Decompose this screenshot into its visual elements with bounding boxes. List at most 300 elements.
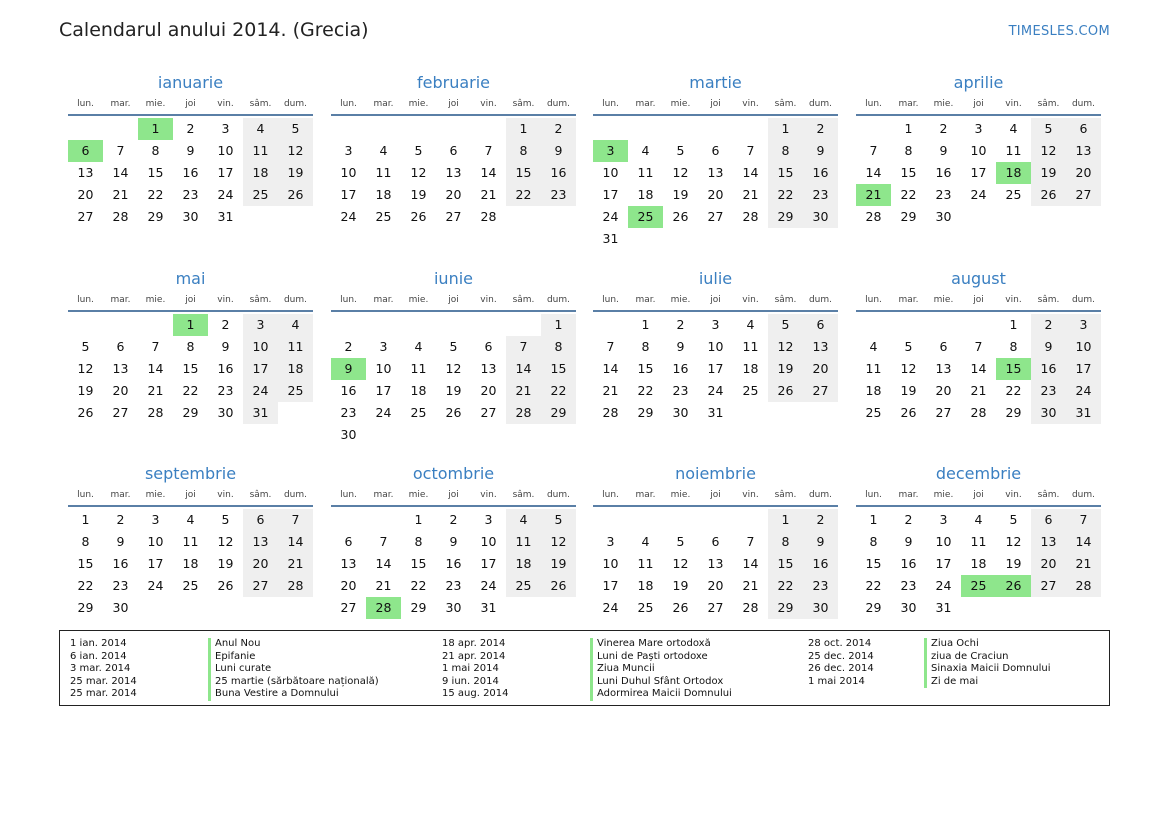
calendar-day: 25 xyxy=(243,184,278,206)
calendar-day: 4 xyxy=(243,118,278,140)
calendar-day: 2 xyxy=(344,339,353,354)
calendar-day: 9 xyxy=(541,140,576,162)
weekday-label: dum. xyxy=(1071,490,1096,500)
calendar-day: 29 xyxy=(637,405,654,420)
calendar-day: 21 xyxy=(506,380,541,402)
holiday-day: 15 xyxy=(996,358,1031,380)
legend-holiday-name: Zi de mai xyxy=(924,676,1051,689)
calendar-day: 16 xyxy=(803,553,838,575)
calendar-day: 17 xyxy=(243,358,278,380)
calendar-day: 29 xyxy=(147,209,164,224)
calendar-day: 9 xyxy=(803,531,838,553)
calendar-day: 19 xyxy=(217,556,234,571)
legend-date: 1 mai 2014 xyxy=(808,675,865,687)
calendar-day: 23 xyxy=(803,184,838,206)
calendar-day: 18 xyxy=(742,361,759,376)
calendar-day: 9 xyxy=(904,534,913,549)
week-row xyxy=(593,531,838,553)
week-row xyxy=(331,314,576,336)
weekday-label: joi xyxy=(710,99,721,109)
calendar-day: 26 xyxy=(278,184,313,206)
calendar-day: 7 xyxy=(606,339,615,354)
calendar-day: 17 xyxy=(935,556,952,571)
weekday-label: sâm. xyxy=(774,490,797,500)
empty-day xyxy=(698,228,733,250)
weekday-label: sâm. xyxy=(1037,99,1060,109)
legend-date: 25 mar. 2014 xyxy=(70,675,137,687)
legend-date: 3 mar. 2014 xyxy=(70,663,131,674)
empty-day xyxy=(366,118,401,140)
empty-day xyxy=(1031,597,1066,619)
calendar-day: 26 xyxy=(217,578,234,593)
calendar-day: 28 xyxy=(506,402,541,424)
weekday-label: mar. xyxy=(110,490,131,500)
weekday-label: dum. xyxy=(808,295,833,305)
calendar-day: 30 xyxy=(445,600,462,615)
calendar-day: 30 xyxy=(340,427,357,442)
weekday-label: dum. xyxy=(283,295,308,305)
calendar-day: 22 xyxy=(410,578,427,593)
weekday-label: sâm. xyxy=(774,99,797,109)
site-link[interactable]: TIMESLES.COM xyxy=(1008,24,1110,39)
calendar-day: 28 xyxy=(147,405,164,420)
calendar-day: 3 xyxy=(606,534,615,549)
calendar-day: 20 xyxy=(340,578,357,593)
calendar-day: 20 xyxy=(445,187,462,202)
weekday-label: mar. xyxy=(373,490,394,500)
calendar-day: 21 xyxy=(970,383,987,398)
calendar-day: 15 xyxy=(410,556,427,571)
calendar-day: 6 xyxy=(243,509,278,531)
empty-day xyxy=(628,228,663,250)
empty-day xyxy=(331,118,366,140)
legend-holiday-name: Sinaxia Maicii Domnului xyxy=(924,663,1051,676)
calendar-day: 18 xyxy=(637,578,654,593)
calendar-day: 21 xyxy=(602,383,619,398)
weekday-header xyxy=(593,487,838,507)
week-row xyxy=(593,206,838,228)
calendar-day: 2 xyxy=(803,118,838,140)
calendar-day: 7 xyxy=(974,339,983,354)
empty-day xyxy=(628,509,663,531)
calendar-day: 2 xyxy=(116,512,125,527)
week-row xyxy=(331,402,576,424)
calendar-day: 20 xyxy=(803,358,838,380)
calendar-day: 10 xyxy=(243,336,278,358)
month-februarie xyxy=(331,72,576,228)
calendar-day: 29 xyxy=(541,402,576,424)
legend-date: 25 dec. 2014 xyxy=(808,650,874,662)
calendar-day: 25 xyxy=(278,380,313,402)
calendar-day: 15 xyxy=(768,553,803,575)
calendar-day: 29 xyxy=(900,209,917,224)
calendar-day: 1 xyxy=(768,118,803,140)
month-ianuarie xyxy=(68,72,313,228)
calendar-day: 4 xyxy=(641,534,650,549)
calendar-day: 23 xyxy=(445,578,462,593)
empty-day xyxy=(996,206,1031,228)
month-name: august xyxy=(951,269,1006,288)
weekday-label: vin. xyxy=(1005,490,1022,500)
calendar-day: 5 xyxy=(414,143,423,158)
calendar-day: 13 xyxy=(77,165,94,180)
calendar-day: 19 xyxy=(77,383,94,398)
legend-names-col-1 xyxy=(208,638,379,701)
weekday-header xyxy=(593,292,838,312)
calendar-day: 13 xyxy=(445,165,462,180)
calendar-day: 5 xyxy=(1031,118,1066,140)
calendar-day: 9 xyxy=(676,339,685,354)
calendar-day: 4 xyxy=(869,339,878,354)
legend-holiday-name: ziua de Craciun xyxy=(924,651,1051,664)
weekday-label: dum. xyxy=(546,295,571,305)
week-row xyxy=(856,140,1101,162)
calendar-day: 31 xyxy=(1066,402,1101,424)
calendar-day: 5 xyxy=(676,143,685,158)
week-row xyxy=(331,380,576,402)
calendar-day: 3 xyxy=(221,121,230,136)
calendar-day: 27 xyxy=(480,405,497,420)
week-row xyxy=(593,402,838,424)
calendar-day: 20 xyxy=(935,383,952,398)
calendar-day: 11 xyxy=(182,534,199,549)
empty-day xyxy=(663,228,698,250)
empty-day xyxy=(1031,206,1066,228)
calendar-day: 12 xyxy=(77,361,94,376)
calendar-day: 26 xyxy=(410,209,427,224)
calendar-day: 11 xyxy=(243,140,278,162)
calendar-day: 3 xyxy=(1066,314,1101,336)
calendar-day: 12 xyxy=(410,165,427,180)
calendar-day: 23 xyxy=(541,184,576,206)
calendar-day: 14 xyxy=(742,165,759,180)
calendar-day: 21 xyxy=(112,187,129,202)
calendar-day: 5 xyxy=(278,118,313,140)
calendar-day: 4 xyxy=(974,512,983,527)
calendar-day: 15 xyxy=(77,556,94,571)
calendar-day: 17 xyxy=(340,187,357,202)
weekday-label: mar. xyxy=(898,490,919,500)
weekday-label: sâm. xyxy=(512,490,535,500)
calendar-day: 22 xyxy=(1005,383,1022,398)
calendar-day: 5 xyxy=(676,534,685,549)
calendar-day: 14 xyxy=(278,531,313,553)
calendar-day: 13 xyxy=(935,361,952,376)
calendar-day: 11 xyxy=(506,531,541,553)
calendar-day: 1 xyxy=(81,512,90,527)
weekday-label: vin. xyxy=(480,295,497,305)
calendar-day: 26 xyxy=(77,405,94,420)
calendar-day: 18 xyxy=(970,556,987,571)
month-martie xyxy=(593,72,838,250)
weekday-label: joi xyxy=(448,295,459,305)
calendar-day: 8 xyxy=(904,143,913,158)
week-row xyxy=(593,140,838,162)
weekday-label: vin. xyxy=(742,99,759,109)
weekday-label: lun. xyxy=(865,295,882,305)
calendar-day: 31 xyxy=(602,231,619,246)
weekday-label: joi xyxy=(185,295,196,305)
calendar-day: 11 xyxy=(970,534,987,549)
calendar-day: 7 xyxy=(869,143,878,158)
calendar-day: 22 xyxy=(506,184,541,206)
calendar-day: 26 xyxy=(1031,184,1066,206)
weekday-label: mar. xyxy=(373,99,394,109)
calendar-day: 14 xyxy=(480,165,497,180)
calendar-day: 22 xyxy=(77,578,94,593)
calendar-day: 15 xyxy=(506,162,541,184)
calendar-day: 23 xyxy=(112,578,129,593)
weekday-label: mie. xyxy=(933,490,954,500)
empty-day xyxy=(471,314,506,336)
calendar-day: 27 xyxy=(340,600,357,615)
calendar-day: 23 xyxy=(900,578,917,593)
weekday-label: lun. xyxy=(340,490,357,500)
week-row xyxy=(331,118,576,140)
calendar-day: 1 xyxy=(506,118,541,140)
empty-day xyxy=(68,314,103,336)
calendar-day: 28 xyxy=(970,405,987,420)
week-row xyxy=(856,402,1101,424)
weekday-header xyxy=(331,292,576,312)
weekday-header xyxy=(593,96,838,116)
calendar-day: 19 xyxy=(445,383,462,398)
week-row xyxy=(331,531,576,553)
holiday-day: 25 xyxy=(628,206,663,228)
weekday-label: vin. xyxy=(217,490,234,500)
empty-day xyxy=(891,314,926,336)
weekday-label: mie. xyxy=(145,295,166,305)
weekday-label: lun. xyxy=(602,490,619,500)
calendar-day: 28 xyxy=(742,209,759,224)
week-row xyxy=(331,184,576,206)
calendar-day: 23 xyxy=(803,575,838,597)
empty-day xyxy=(856,314,891,336)
calendar-day: 7 xyxy=(151,339,160,354)
calendar-day: 27 xyxy=(77,209,94,224)
calendar-day: 6 xyxy=(939,339,948,354)
calendar-day: 3 xyxy=(379,339,388,354)
calendar-day: 15 xyxy=(147,165,164,180)
weekday-header xyxy=(856,487,1101,507)
week-row xyxy=(593,358,838,380)
calendar-day: 18 xyxy=(410,383,427,398)
empty-day xyxy=(331,509,366,531)
calendar-day: 30 xyxy=(217,405,234,420)
calendar-day: 23 xyxy=(935,187,952,202)
empty-day xyxy=(506,597,541,619)
week-row xyxy=(68,597,313,619)
calendar-day: 13 xyxy=(707,165,724,180)
calendar-day: 16 xyxy=(217,361,234,376)
calendar-day: 9 xyxy=(186,143,195,158)
calendar-day: 12 xyxy=(541,531,576,553)
legend-holiday-name: Anul Nou xyxy=(208,638,379,651)
month-aprilie xyxy=(856,72,1101,228)
calendar-day: 14 xyxy=(506,358,541,380)
weekday-label: lun. xyxy=(602,295,619,305)
calendar-day: 6 xyxy=(484,339,493,354)
calendar-day: 2 xyxy=(1031,314,1066,336)
month-septembrie xyxy=(68,463,313,619)
weekday-label: sâm. xyxy=(512,295,535,305)
calendar-day: 23 xyxy=(672,383,689,398)
calendar-day: 4 xyxy=(379,143,388,158)
empty-day xyxy=(768,402,803,424)
calendar-day: 30 xyxy=(900,600,917,615)
legend-holiday-name: Vinerea Mare ortodoxă xyxy=(590,638,732,651)
legend-holiday-name: Ziua Muncii xyxy=(590,663,732,676)
weekday-label: mie. xyxy=(670,295,691,305)
calendar-day: 10 xyxy=(602,556,619,571)
calendar-day: 15 xyxy=(637,361,654,376)
legend-dates-col-3 xyxy=(808,638,874,688)
calendar-day: 15 xyxy=(865,556,882,571)
month-name: februarie xyxy=(416,73,491,92)
calendar-day: 22 xyxy=(541,380,576,402)
calendar-day: 10 xyxy=(217,143,234,158)
empty-day xyxy=(331,314,366,336)
weekday-label: lun. xyxy=(602,99,619,109)
weekday-label: dum. xyxy=(1071,295,1096,305)
weekday-label: joi xyxy=(185,99,196,109)
calendar-day: 25 xyxy=(1005,187,1022,202)
calendar-day: 17 xyxy=(147,556,164,571)
weekday-label: mie. xyxy=(670,490,691,500)
empty-day xyxy=(628,118,663,140)
calendar-day: 3 xyxy=(344,143,353,158)
calendar-day: 25 xyxy=(637,600,654,615)
weekday-label: mie. xyxy=(408,295,429,305)
week-row xyxy=(68,162,313,184)
calendar-day: 13 xyxy=(480,361,497,376)
calendar-day: 12 xyxy=(768,336,803,358)
empty-day xyxy=(103,118,138,140)
empty-day xyxy=(366,314,401,336)
calendar-day: 13 xyxy=(243,531,278,553)
legend-dates-col-1 xyxy=(70,638,137,701)
week-row xyxy=(593,162,838,184)
empty-day xyxy=(103,314,138,336)
week-row xyxy=(68,509,313,531)
month-name: martie xyxy=(689,73,742,92)
calendar-day: 16 xyxy=(445,556,462,571)
calendar-day: 10 xyxy=(340,165,357,180)
month-august xyxy=(856,268,1101,424)
calendar-day: 8 xyxy=(414,534,423,549)
calendar-day: 21 xyxy=(278,553,313,575)
calendar-day: 26 xyxy=(541,575,576,597)
calendar-day: 24 xyxy=(602,209,619,224)
month-name: mai xyxy=(175,269,206,288)
calendar-day: 10 xyxy=(147,534,164,549)
calendar-day: 7 xyxy=(746,143,755,158)
calendar-day: 5 xyxy=(449,339,458,354)
empty-day xyxy=(593,118,628,140)
calendar-day: 27 xyxy=(1031,575,1066,597)
week-row xyxy=(331,424,576,446)
calendar-day: 28 xyxy=(865,209,882,224)
calendar-day: 27 xyxy=(243,575,278,597)
calendar-day: 6 xyxy=(116,339,125,354)
month-noiembrie xyxy=(593,463,838,619)
empty-day xyxy=(138,314,173,336)
calendar-day: 13 xyxy=(340,556,357,571)
calendar-day: 24 xyxy=(375,405,392,420)
calendar-day: 13 xyxy=(1066,140,1101,162)
calendar-day: 4 xyxy=(746,317,755,332)
month-name: decembrie xyxy=(935,464,1022,483)
legend-dates-col-2 xyxy=(442,638,509,701)
week-row xyxy=(593,553,838,575)
calendar-day: 1 xyxy=(768,509,803,531)
calendar-day: 9 xyxy=(116,534,125,549)
calendar-day: 20 xyxy=(243,553,278,575)
legend-holiday-name: 25 martie (sărbătoare națională) xyxy=(208,676,379,689)
calendar-day: 21 xyxy=(147,383,164,398)
legend-date: 28 oct. 2014 xyxy=(808,638,872,649)
calendar-day: 21 xyxy=(375,578,392,593)
calendar-day: 22 xyxy=(768,184,803,206)
calendar-day: 19 xyxy=(541,553,576,575)
calendar-day: 11 xyxy=(410,361,427,376)
calendar-day: 15 xyxy=(182,361,199,376)
calendar-day: 19 xyxy=(768,358,803,380)
empty-day xyxy=(541,424,576,446)
calendar-day: 10 xyxy=(707,339,724,354)
legend-date: 15 aug. 2014 xyxy=(442,688,509,699)
legend-date: 21 apr. 2014 xyxy=(442,650,506,662)
calendar-day: 26 xyxy=(672,209,689,224)
weekday-label: vin. xyxy=(480,99,497,109)
calendar-day: 24 xyxy=(243,380,278,402)
weekday-label: lun. xyxy=(865,490,882,500)
calendar-day: 5 xyxy=(541,509,576,531)
calendar-day: 9 xyxy=(1031,336,1066,358)
empty-day xyxy=(506,206,541,228)
weekday-header xyxy=(68,96,313,116)
weekday-label: mie. xyxy=(408,490,429,500)
calendar-day: 7 xyxy=(379,534,388,549)
week-row xyxy=(331,206,576,228)
week-row xyxy=(856,206,1101,228)
calendar-day: 11 xyxy=(1005,143,1022,158)
weekday-header xyxy=(68,292,313,312)
calendar-day: 3 xyxy=(243,314,278,336)
empty-day xyxy=(506,424,541,446)
empty-day xyxy=(733,402,768,424)
calendar-day: 24 xyxy=(602,600,619,615)
empty-day xyxy=(436,314,471,336)
calendar-day: 25 xyxy=(375,209,392,224)
calendar-day: 12 xyxy=(1005,534,1022,549)
empty-day xyxy=(663,118,698,140)
calendar-day: 28 xyxy=(1066,575,1101,597)
weekday-label: mie. xyxy=(408,99,429,109)
calendar-day: 13 xyxy=(803,336,838,358)
empty-day xyxy=(593,509,628,531)
calendar-day: 29 xyxy=(1005,405,1022,420)
weekday-label: joi xyxy=(973,295,984,305)
holiday-day: 25 xyxy=(961,575,996,597)
month-octombrie xyxy=(331,463,576,619)
calendar-day: 2 xyxy=(676,317,685,332)
calendar-day: 11 xyxy=(637,556,654,571)
calendar-day: 17 xyxy=(1066,358,1101,380)
empty-day xyxy=(961,314,996,336)
calendar-day: 29 xyxy=(865,600,882,615)
calendar-day: 23 xyxy=(217,383,234,398)
